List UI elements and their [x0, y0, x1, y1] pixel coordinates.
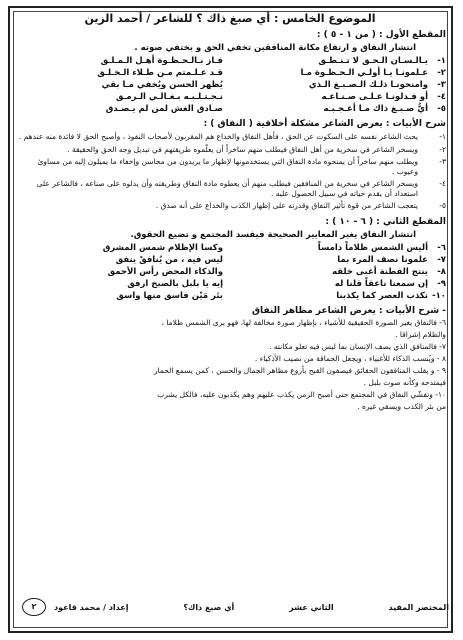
verse-number: ١- [437, 56, 446, 66]
footer-author: إعداد / محمد قاعود [54, 603, 129, 612]
explanation2-list [14, 318, 446, 412]
explanation-number: ٣- [439, 157, 446, 166]
verse-number: ٣- [437, 80, 446, 90]
verse-row [14, 55, 446, 67]
verse-row [14, 290, 446, 302]
verse-second-hemistich: ليس فيه ، من يُنافقْ ينفق [115, 254, 223, 265]
verse-second-hemistich: إيه يا بلبل بالصبح ارفق [127, 278, 223, 289]
explanation-text: ويطلب منهم ساخراً أن يمنحوه مادة النفاق التي يستخدمونها لإظهار ما يريدون من محاسن وإخفاء ما يميلون إليه من مساوئ وعيوب . [37, 157, 418, 176]
verse-second-hemistich: فـاز بـالـحـظـوة أهـل الـمـلـق [100, 56, 223, 66]
verses-table-2 [14, 242, 446, 302]
verse-row [14, 254, 446, 266]
explanation-line: ١٠- وتفشّي النفاق في المجتمع حتى أصبح الزمن يكذب عليهم وهم يكذبون عليه، فالكل يشرب [157, 389, 446, 399]
page-title: الموضوع الخامس : أي صبغ ذاك ؟ للشاعر / أحمد الزين [84, 12, 376, 25]
explanation-text: ويسخر الشاعر في سخرية من المنافقين فيطلب منهم أن يعطوه مادة النفاق وطريقته وأن يدلوه على صناعه ، فالشاعر على استعداد أن يقدم حياته في سبيل الحصول عليه . [36, 179, 418, 198]
verse-first-hemistich: عـلمونـا يـا أولـي الـحـظـوة مـا [300, 68, 428, 78]
verse-number: ٨- [437, 266, 446, 277]
verse-first-hemistich: أو فـدلونـا عـلـى صـنـاعـه [321, 92, 428, 102]
verse-first-hemistich: ينتج الفطنة أغبى خلقه [332, 266, 428, 277]
verse-first-hemistich: نكذب العصر كما يكذبنا [336, 290, 428, 301]
verse-number: ٥- [437, 104, 446, 114]
verse-number: ٢- [437, 68, 446, 78]
explanation-number: ١- [439, 132, 446, 141]
verse-first-hemistich: إن سمعنا ناعقاً قلنا له [334, 278, 428, 289]
explanation-item [14, 145, 446, 155]
verses-table-1 [14, 55, 446, 115]
explanation-text: يتعجب الشاعر من قوة تأثير النفاق وقدرته على إظهار الكذب والخداع على أنه صدق . [155, 201, 418, 210]
verse-number: ٧- [437, 254, 446, 265]
explanation-text: يحث الشاعر نفسه على السكوت عن الحق ، فأهل النفاق والخداع هم المقربون لأصحاب النفوذ ، وأصبح الحق لا فائدة منه عندهم . [18, 132, 418, 141]
verse-first-hemistich: يـالـسـان الـحـق لا تـنـطـق [318, 56, 428, 66]
footer [14, 603, 449, 612]
explanation-number: ٢- [439, 144, 446, 154]
verse-second-hemistich: نـجـتـلـبـه بـغـالـي الـرمـق [115, 92, 223, 102]
verse-first-hemistich: علمونا نصف المرء بما [337, 254, 428, 265]
page-number: ٢ [22, 598, 46, 616]
section2-heading: المقطع الثاني : ( ٦ - ١٠ ) : [325, 216, 446, 227]
explanation2-heading: - شرح الأبيات : يعرض الشاعر مظاهر النفاق [252, 305, 446, 316]
verse-row [14, 103, 446, 115]
explanation1-list [14, 132, 446, 211]
explanation-line: والظلام إشراقا . [395, 329, 446, 339]
explanation-line: ٦- فالنفاق يغير الصورة الحقيقية للأشياء ، بإظهار صورة مخالفة لها، فهو يرى الشمس ظلاما ، [161, 317, 446, 327]
explanation-line: ٩ - و يقلب المنافقون الحقائق فيصفون القبح بأروع مظاهر الجمال والحسن ، كمن يسمع الحمار [153, 365, 446, 375]
footer-book: المختصر المفيد [388, 603, 449, 612]
verse-second-hemistich: صـادق الغش لمن لم يـصـدق [105, 104, 223, 114]
explanation-item [14, 201, 446, 211]
verse-row [14, 91, 446, 103]
verse-second-hemistich: بئر مَيْن فاسق منها واسق [116, 290, 223, 301]
verse-second-hemistich: يُظهر الحسن ويُخفي مـا بقي [101, 80, 223, 90]
verse-second-hemistich: وكسا الإظلام شمس المشرق [102, 242, 223, 253]
explanation-item [14, 179, 446, 198]
verse-row [14, 266, 446, 278]
explanation-line: فيمتدحه وكأنه صوت بلبل . [363, 377, 446, 387]
explanation1-heading: شرح الأبيات : يعرض الشاعر مشكلة أخلاقية ( النفاق ) : [203, 119, 446, 129]
explanation-item [14, 132, 446, 142]
explanation-line: ٧- فالمنافق الذي يصف الإنسان بما ليس فيه تعلو مكانته . [269, 341, 446, 351]
explanation-line: ٨ - ويُنسب الذكاء للأغبياء ، ويجعل الحماقة من نصيب الأذكياء . [254, 353, 446, 363]
verse-row [14, 278, 446, 290]
verse-second-hemistich: والذكاء المحض رأس الأحمق [107, 266, 223, 277]
footer-grade: الثاني عشر [289, 603, 334, 612]
explanation-number: ٤- [439, 179, 446, 188]
verse-number: ١٠- [432, 290, 446, 301]
explanation-item [14, 157, 446, 176]
verse-first-hemistich: وامنحونـا ذلـك الـصـبـغ الـذي [308, 80, 428, 90]
verse-row [14, 79, 446, 91]
section2-topic: انتشار النفاق يغير المعايير الصحيحة فيفسد المجتمع و تضيع الحقوق. [130, 229, 416, 240]
verse-number: ٩- [437, 278, 446, 289]
verse-number: ٤- [437, 92, 446, 102]
explanation-text: ويسخر الشاعر في سخرية من أهل النفاق فيطلب منهم ساخراً أن يعلّموه طريقتهم في تبديل وجه الحق والحقيقة . [67, 144, 418, 154]
verse-first-hemistich: أيُّ صـبـغ ذاك مـا أعـجـبـه [323, 104, 428, 114]
footer-lesson: أي صبغ ذاك؟ [183, 603, 235, 612]
verse-number: ٦- [437, 242, 446, 253]
explanation-line: من بئر الكذب ويسقي غيره . [357, 401, 446, 411]
verse-row [14, 67, 446, 79]
explanation-number: ٥- [439, 201, 446, 210]
verse-second-hemistich: قـد عـلـمتم مـن طـلاء الـخـلـق [97, 68, 223, 78]
section1-topic: انتشار النفاق و ارتفاع مكانة المنافقين تخفي الحق و يختفي صوته . [134, 43, 416, 53]
section1-heading: المقطع الأول : ( من ١ - ٥ ) : [316, 30, 446, 40]
verse-first-hemistich: أليس الشمس ظلاماً دامساً [317, 242, 428, 253]
document-body [14, 10, 446, 412]
verse-row [14, 242, 446, 254]
